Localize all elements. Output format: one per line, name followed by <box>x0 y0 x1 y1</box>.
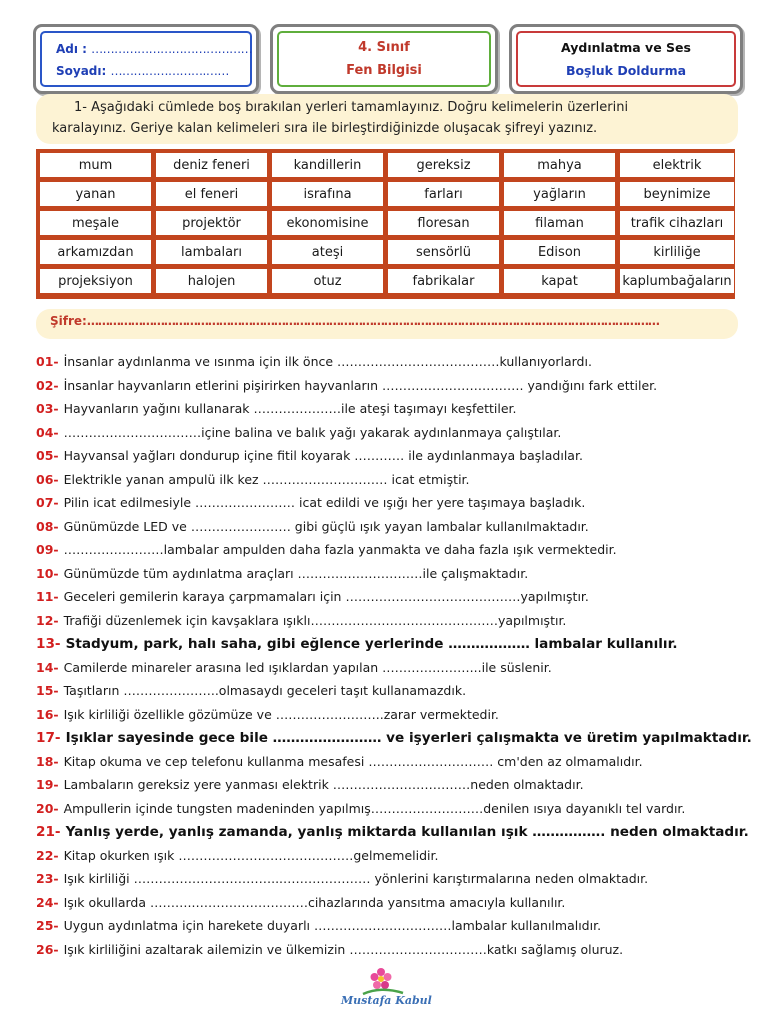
author-logo <box>333 966 433 1016</box>
question-text[interactable]: ……………………………içine balina ve balık yağı yakarak aydınlanmaya çalıştılar. <box>63 424 562 440</box>
word-cell[interactable]: mahya <box>503 152 616 178</box>
question-item <box>36 632 756 656</box>
question-number: 25- <box>36 918 59 934</box>
question-text[interactable]: Uygun aydınlatma için harekete duyarlı ……………………………lambalar kullanılmalıdır. <box>63 918 602 934</box>
word-cell[interactable]: filaman <box>503 210 616 236</box>
question-text[interactable]: İnsanlar aydınlanma ve ısınma için ilk önce …………………………………kullanıyorlardı. <box>63 354 592 370</box>
question-item <box>36 773 756 797</box>
question-text[interactable]: Lambaların gereksiz yere yanması elektrik ……………………………neden olmaktadır. <box>63 777 584 793</box>
question-text[interactable]: Işık kirliliği özellikle gözümüze ve ……………………..zarar vermektedir. <box>63 706 499 722</box>
surname-label: Soyadı: <box>56 64 107 78</box>
question-text[interactable]: Işıklar sayesinde gece bile …………………… ve işyerleri çalışmakta ve üretim yapılmaktadır. <box>65 729 752 746</box>
question-number: 18- <box>36 753 59 769</box>
name-label: Adı : <box>56 42 87 56</box>
question-text[interactable]: Stadyum, park, halı saha, gibi eğlence yerlerinde ……………… lambalar kullanılır. <box>65 635 678 652</box>
question-item <box>36 350 756 374</box>
question-item <box>36 491 756 515</box>
word-cell[interactable]: Edison <box>503 239 616 265</box>
question-number: 21- <box>36 823 61 840</box>
question-number: 15- <box>36 683 59 699</box>
question-item <box>36 538 756 562</box>
question-text[interactable]: Hayvansal yağları dondurup içine fitil koyarak ………… ile aydınlanmaya başladılar. <box>63 448 583 464</box>
question-text[interactable]: İnsanlar hayvanların etlerini pişirirken hayvanların ……………………………. yandığını fark ettiler. <box>63 377 658 393</box>
question-text[interactable]: ……………………lambalar ampulden daha fazla yanmakta ve daha fazla ışık vermektedir. <box>63 542 617 558</box>
question-number: 03- <box>36 401 59 417</box>
question-number: 01- <box>36 354 59 370</box>
word-cell[interactable]: beynimize <box>619 181 735 207</box>
question-text[interactable]: Ampullerin içinde tungsten madeninden yapılmış………………………denilen ısıya dayanıklı tel vardır. <box>63 800 686 816</box>
word-grid <box>39 152 732 294</box>
question-item <box>36 585 756 609</box>
question-number: 10- <box>36 565 59 581</box>
question-text[interactable]: Işık okullarda ………..………………………cihazlarında yansıtma amacıyla kullanılır. <box>63 894 566 910</box>
question-item <box>36 444 756 468</box>
question-number: 08- <box>36 518 59 534</box>
question-item <box>36 562 756 586</box>
grade-label: 4. Sınıf <box>358 40 410 55</box>
topic-box <box>509 24 743 94</box>
question-item <box>36 374 756 398</box>
word-cell[interactable]: kapat <box>503 268 616 294</box>
word-cell[interactable]: projektör <box>155 210 268 236</box>
question-text[interactable]: Günümüzde tüm aydınlatma araçları …………………………ile çalışmaktadır. <box>63 565 529 581</box>
word-cell[interactable]: sensörlü <box>387 239 500 265</box>
word-cell[interactable]: kaplumbağaların <box>619 268 735 294</box>
student-info-box <box>33 24 259 94</box>
question-text[interactable]: Işık kirliliğini azaltarak ailemizin ve ülkemizin ……………………………katkı sağlamış oluruz. <box>63 941 624 957</box>
grade-box <box>270 24 498 94</box>
topic-label: Aydınlatma ve Ses <box>561 40 691 55</box>
instruction-line-1: 1- Aşağıdaki cümlede boş bırakılan yerleri tamamlayınız. Doğru kelimelerin üzerlerini <box>74 100 629 115</box>
word-cell[interactable]: projeksiyon <box>39 268 152 294</box>
word-cell[interactable]: israfına <box>271 181 384 207</box>
question-item <box>36 750 756 774</box>
word-cell[interactable]: ekonomisine <box>271 210 384 236</box>
word-cell[interactable]: yağların <box>503 181 616 207</box>
word-cell[interactable]: deniz feneri <box>155 152 268 178</box>
question-item <box>36 515 756 539</box>
word-cell[interactable]: ateşi <box>271 239 384 265</box>
grade-inner <box>277 31 491 87</box>
question-item <box>36 797 756 821</box>
instruction-line-2: karalayınız. Geriye kalan kelimeleri sıra ile birleştirdiğinizde oluşacak şifreyi yazınız. <box>52 121 598 136</box>
word-cell[interactable]: floresan <box>387 210 500 236</box>
topic-inner <box>516 31 736 87</box>
question-item <box>36 656 756 680</box>
question-item <box>36 468 756 492</box>
password-label: Şifre: <box>50 314 87 328</box>
word-cell[interactable]: meşale <box>39 210 152 236</box>
question-item <box>36 726 756 750</box>
surname-row <box>56 64 229 78</box>
question-number: 20- <box>36 800 59 816</box>
question-text[interactable]: Yanlış yerde, yanlış zamanda, yanlış miktarda kullanılan ışık ……………. neden olmaktadır. <box>65 823 749 840</box>
question-item <box>36 844 756 868</box>
question-number: 19- <box>36 777 59 793</box>
password-blank[interactable]: ………………………………………………………………………………………………………………………………………… <box>86 314 659 328</box>
question-text[interactable]: Trafiği düzenlemek için kavşaklara ışıklı………………………………………yapılmıştır. <box>63 612 567 628</box>
question-item <box>36 421 756 445</box>
question-item <box>36 914 756 938</box>
question-number: 06- <box>36 471 59 487</box>
question-number: 04- <box>36 424 59 440</box>
question-item <box>36 867 756 891</box>
question-text[interactable]: Günümüzde LED ve …………………… gibi güçlü ışık yayan lambalar kullanılmaktadır. <box>63 518 589 534</box>
question-text[interactable]: Camilerde minareler arasına led ışıklardan yapılan …………………...ile süslenir. <box>63 659 552 675</box>
word-cell[interactable]: halojen <box>155 268 268 294</box>
word-cell[interactable]: el feneri <box>155 181 268 207</box>
surname-blank[interactable]: …………………….…… <box>110 64 229 78</box>
question-number: 26- <box>36 941 59 957</box>
question-number: 24- <box>36 894 59 910</box>
activity-label: Boşluk Doldurma <box>565 63 687 78</box>
word-cell[interactable]: gereksiz <box>387 152 500 178</box>
word-cell[interactable]: kirliliğe <box>619 239 735 265</box>
name-blank[interactable]: …………………………………… <box>91 42 253 56</box>
word-table <box>36 149 735 299</box>
word-cell[interactable]: farları <box>387 181 500 207</box>
question-number: 02- <box>36 377 59 393</box>
name-row <box>56 42 252 56</box>
word-cell[interactable]: mum <box>39 152 152 178</box>
question-number: 05- <box>36 448 59 464</box>
question-number: 09- <box>36 542 59 558</box>
word-cell[interactable]: arkamızdan <box>39 239 152 265</box>
word-cell[interactable]: yanan <box>39 181 152 207</box>
word-cell[interactable]: elektrik <box>619 152 735 178</box>
question-item <box>36 820 756 844</box>
question-text[interactable]: Hayvanların yağını kullanarak …………………ile ateşi taşımayı keşfettiler. <box>63 401 517 417</box>
question-number: 22- <box>36 847 59 863</box>
question-item <box>36 938 756 962</box>
question-item <box>36 703 756 727</box>
password-strip <box>36 309 738 339</box>
question-text[interactable]: Kitap okuma ve cep telefonu kullanma mesafesi ………………………… cm'den az olmamalıdır. <box>63 753 643 769</box>
question-text[interactable]: Taşıtların …………………..olmasaydı geceleri taşıt kullanamazdık. <box>63 683 467 699</box>
question-number: 07- <box>36 495 59 511</box>
word-cell[interactable]: lambaları <box>155 239 268 265</box>
word-cell[interactable]: fabrikalar <box>387 268 500 294</box>
student-info-inner <box>40 31 252 87</box>
question-number: 16- <box>36 706 59 722</box>
question-item <box>36 609 756 633</box>
question-text[interactable]: Elektrikle yanan ampulü ilk kez ………………………… icat etmiştir. <box>63 471 470 487</box>
question-number: 11- <box>36 589 59 605</box>
question-item <box>36 891 756 915</box>
word-cell[interactable]: trafik cihazları <box>619 210 735 236</box>
question-item <box>36 397 756 421</box>
question-number: 12- <box>36 612 59 628</box>
question-number: 14- <box>36 659 59 675</box>
word-cell[interactable]: otuz <box>271 268 384 294</box>
word-cell[interactable]: kandillerin <box>271 152 384 178</box>
question-item <box>36 679 756 703</box>
question-list <box>36 350 756 961</box>
author-name: Mustafa Kabul <box>341 994 432 1007</box>
question-number: 23- <box>36 871 59 887</box>
question-text[interactable]: Geceleri gemilerin karaya çarpmamaları için ……………………………………yapılmıştır. <box>63 589 589 605</box>
instruction-panel <box>36 94 738 144</box>
subject-label: Fen Bilgisi <box>346 63 422 78</box>
question-text[interactable]: Kitap okurken ışık ……………………………………gelmemelidir. <box>63 847 439 863</box>
question-text[interactable]: Pilin icat edilmesiyle …………………… icat edildi ve ışığı her yere taşımaya başladık. <box>63 495 586 511</box>
question-text[interactable]: Işık kirliliği ……………………………...………………… yönlerini karıştırmalarına neden olmaktadır. <box>63 871 649 887</box>
question-number: 13- <box>36 635 61 652</box>
question-number: 17- <box>36 729 61 746</box>
